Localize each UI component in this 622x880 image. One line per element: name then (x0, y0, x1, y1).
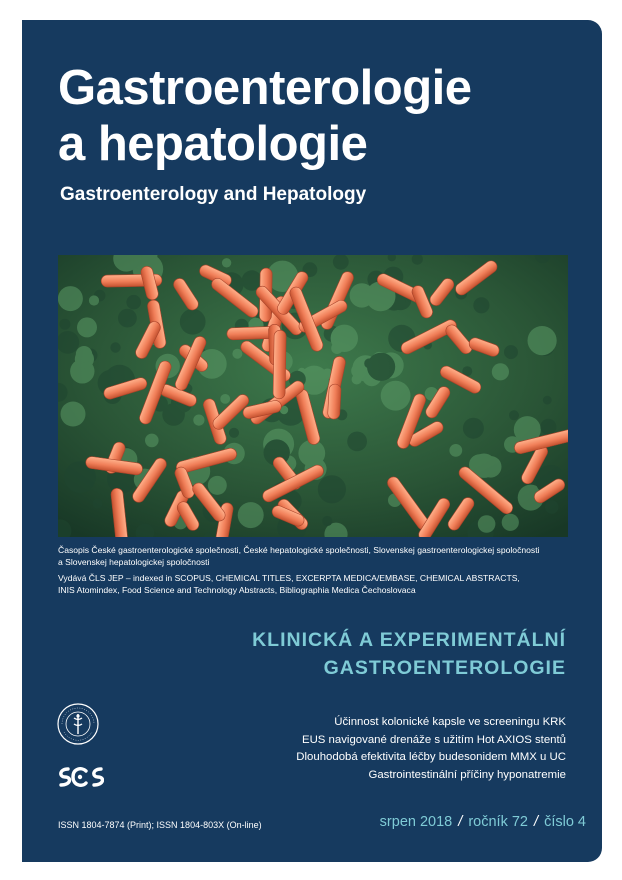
society-info-line2: a Slovenskej hepatologickej spoločnosti (58, 556, 210, 567)
issue-info (380, 814, 586, 830)
mucosa-texture (545, 500, 558, 513)
mucosa-texture (118, 309, 137, 328)
indexing-info-line1: Vydává ČLS JEP – indexed in SCOPUS, CHEMICAL TITLES, EXCERPTA MEDICA/EMBASE, CHEMICAL ABSTRACTS, (58, 573, 520, 583)
section-heading (252, 626, 566, 682)
mucosa-texture (208, 476, 227, 495)
indexing-info (58, 573, 568, 596)
mucosa-texture (502, 514, 519, 531)
mucosa-texture (222, 258, 231, 267)
mucosa-texture (322, 516, 332, 526)
mucosa-texture (180, 309, 206, 335)
mucosa-texture (77, 317, 97, 337)
section-heading-line2: GASTROENTEROLOGIE (323, 657, 566, 679)
issn-text: ISSN 1804-7874 (Print); ISSN 1804-803X (On-line) (58, 820, 262, 830)
mucosa-texture (509, 410, 519, 420)
mucosa-texture (59, 319, 70, 330)
issue-separator: / (458, 814, 463, 830)
mucosa-texture (89, 295, 99, 305)
society-info-line1: Časopis České gastroenterologické společnosti, České hepatologické společnosti, Slovenskej gastroenterologickej spoločnosti (58, 545, 540, 555)
mucosa-texture (492, 363, 509, 380)
journal-title-line2: a hepatologie (58, 117, 368, 171)
journal-title-line1: Gastroenterologie (58, 61, 472, 115)
mucosa-texture (540, 419, 556, 435)
mucosa-texture (220, 394, 230, 404)
mucosa-texture (478, 515, 496, 533)
cls-jep-seal-icon (56, 702, 100, 746)
issue-date: srpen 2018 (379, 814, 453, 830)
journal-title (58, 60, 472, 172)
article-item: Účinnost kolonické kapsle ve screeningu KRK (334, 716, 566, 728)
mucosa-texture (449, 444, 462, 457)
mucosa-texture (92, 499, 102, 509)
mucosa-texture (352, 374, 362, 384)
mucosa-texture (504, 345, 518, 359)
mucosa-texture (232, 349, 242, 359)
cover-photo (58, 255, 568, 537)
mucosa-texture (110, 342, 120, 352)
mucosa-texture (229, 428, 239, 438)
bacterium-rod (327, 384, 341, 420)
mucosa-texture (238, 502, 264, 528)
mucosa-texture (318, 475, 346, 503)
issue-volume: ročník 72 (468, 814, 528, 830)
bacteria-micrograph (58, 255, 568, 537)
mucosa-texture (473, 297, 489, 313)
article-list (296, 714, 566, 784)
mucosa-texture (367, 353, 395, 381)
section-heading-line1: KLINICKÁ A EXPERIMENTÁLNÍ (252, 629, 566, 651)
article-item: Gastrointestinální příčiny hyponatremie (368, 768, 566, 781)
mucosa-texture (145, 434, 159, 448)
society-info (58, 545, 568, 568)
mucosa-texture (58, 286, 83, 311)
mucosa-texture (381, 381, 411, 411)
mucosa-texture (543, 396, 552, 405)
journal-subtitle: Gastroenterology and Hepatology (60, 184, 367, 205)
mucosa-texture (76, 346, 92, 362)
bacterium-rod (273, 330, 286, 399)
mucosa-texture (162, 403, 185, 426)
mucosa-texture (463, 418, 484, 439)
cgs-logo-icon (56, 764, 104, 790)
issue-separator: / (534, 814, 539, 830)
indexing-info-line2: INIS Atomindex, Food Science and Technology Abstracts, Bibliographia Medica Čechoslovaca (58, 584, 416, 595)
mucosa-texture (528, 326, 557, 355)
mucosa-texture (61, 402, 86, 427)
mucosa-texture (347, 432, 367, 452)
mucosa-texture (331, 325, 358, 352)
mucosa-texture (126, 295, 141, 310)
article-item: Dlouhodobá efektivita léčby budesonidem MMX u UC (296, 751, 566, 763)
mucosa-texture (193, 415, 204, 426)
issue-number: číslo 4 (544, 814, 586, 830)
article-item: EUS navigované drenáže s užitím Hot AXIOS stentů (301, 733, 566, 746)
